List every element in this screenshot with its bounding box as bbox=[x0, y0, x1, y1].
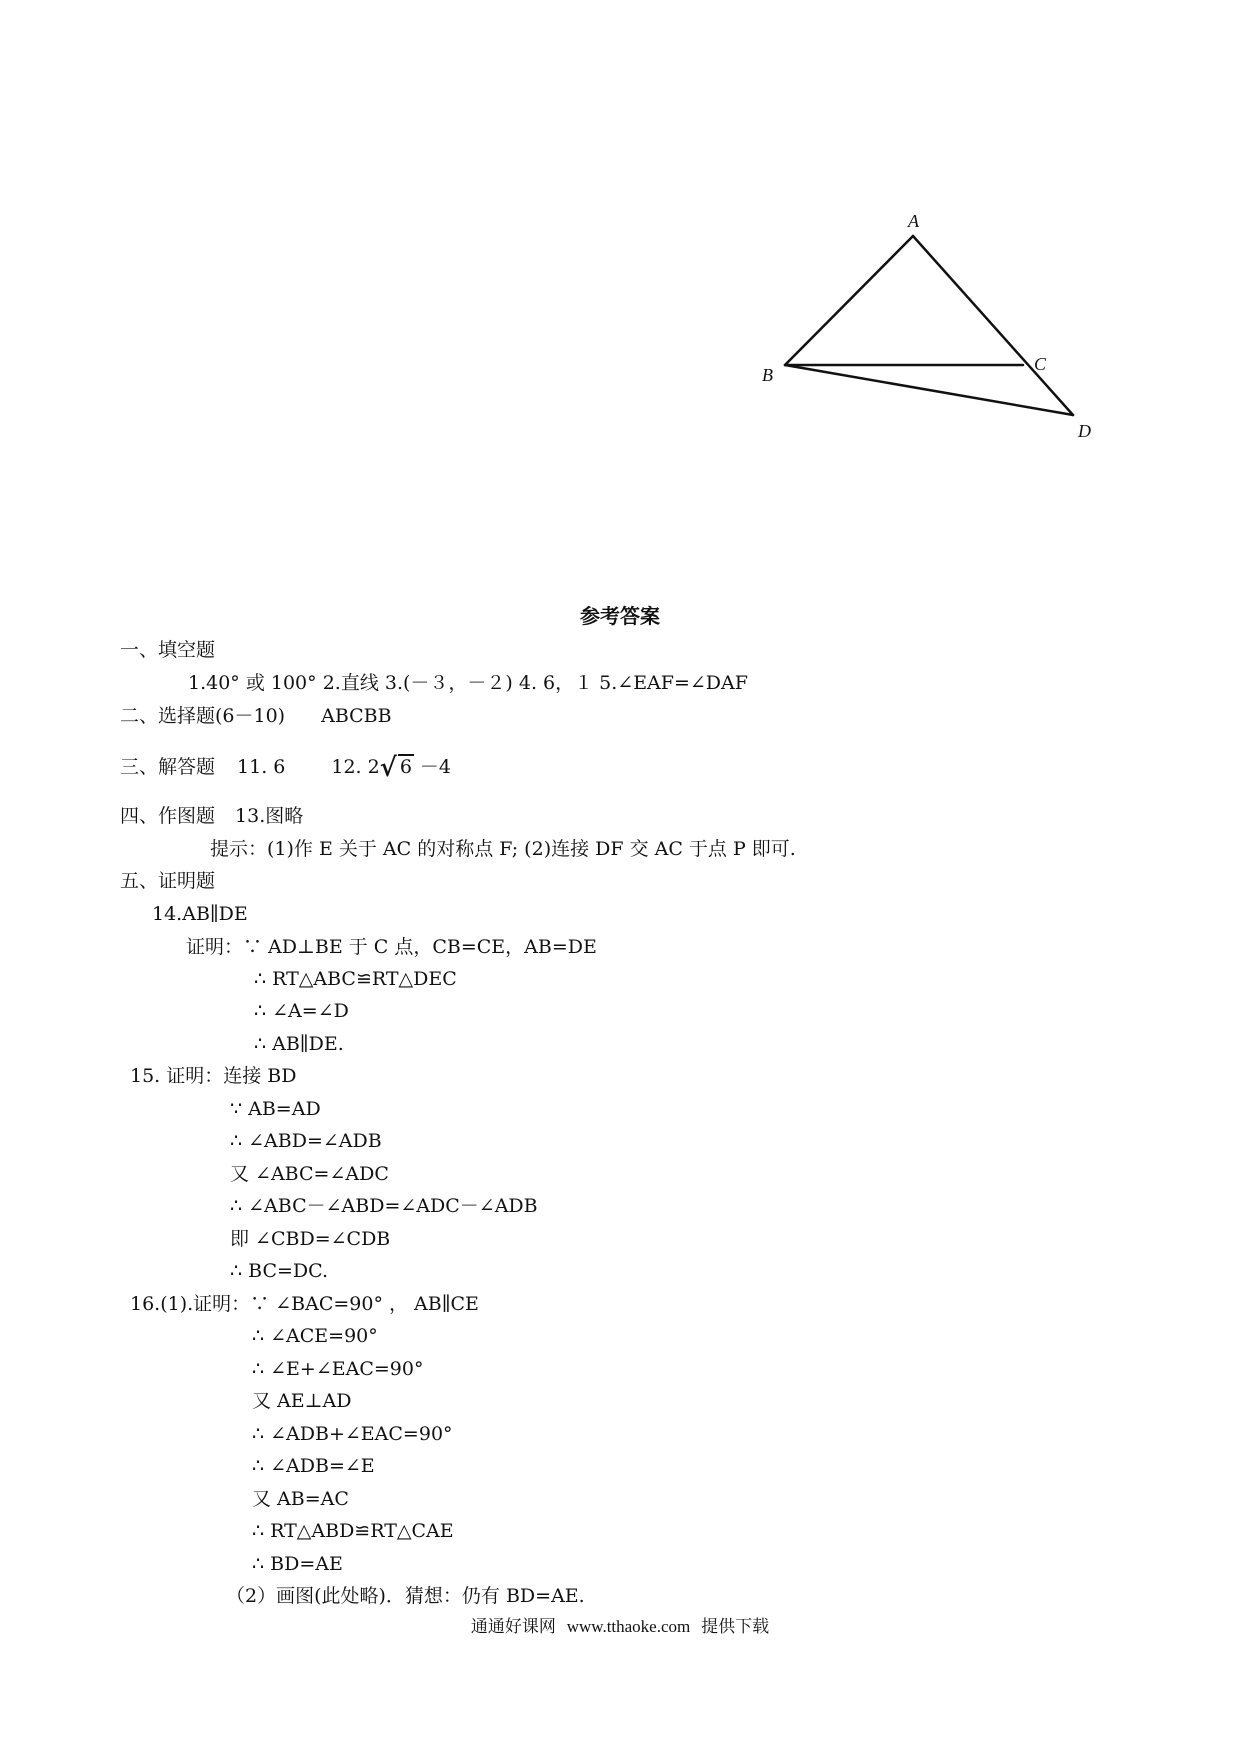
section2-line bbox=[120, 703, 392, 729]
sqrt-sign-icon: √ bbox=[379, 753, 397, 783]
q11-answer: 11. 6 bbox=[237, 756, 286, 778]
q16-line-1: ∴ ∠ACE=90° bbox=[252, 1325, 378, 1347]
section5-heading: 五、证明题 bbox=[120, 870, 216, 892]
q14-line-1: 证明：∵ AD⊥BE 于 C 点，CB=CE，AB=DE bbox=[186, 936, 597, 958]
q15-line-5: 即 ∠CBD=∠CDB bbox=[230, 1228, 391, 1250]
q15-line-3: 又 ∠ABC=∠ADC bbox=[230, 1163, 389, 1185]
q16-line-6: 又 AB=AC bbox=[252, 1488, 349, 1510]
section2-answers: ABCBB bbox=[321, 705, 392, 727]
footer-provide: 提供下载 bbox=[701, 1617, 770, 1637]
segment-bd bbox=[785, 365, 1073, 415]
q16-line-7: ∴ RT△ABD≌RT△CAE bbox=[252, 1520, 454, 1542]
label-a: A bbox=[908, 211, 919, 231]
triangle-diagram bbox=[740, 190, 1120, 460]
q14-line-2: ∴ RT△ABC≌RT△DEC bbox=[254, 968, 457, 990]
q16-part2: （2）画图(此处略)．猜想：仍有 BD=AE. bbox=[226, 1585, 585, 1607]
label-d: D bbox=[1078, 421, 1091, 441]
section4-heading: 四、作图题 bbox=[120, 805, 216, 827]
q16-line-2: ∴ ∠E+∠EAC=90° bbox=[252, 1358, 424, 1380]
q15-line-1: ∵ AB=AD bbox=[230, 1098, 321, 1120]
q16-title: 16.(1).证明：∵ ∠BAC=90° ， AB∥CE bbox=[130, 1293, 479, 1315]
page-footer bbox=[0, 1612, 1240, 1637]
q12-suffix: －4 bbox=[419, 756, 452, 778]
q12-radicand: 6 bbox=[399, 756, 412, 778]
q15-line-4: ∴ ∠ABC－∠ABD=∠ADC－∠ADB bbox=[230, 1195, 538, 1217]
triangle-figure bbox=[740, 190, 1120, 460]
q12-prefix: 12. 2 bbox=[331, 756, 380, 778]
q13-answer: 13.图略 bbox=[235, 805, 304, 827]
q15-title: 15. 证明：连接 BD bbox=[130, 1065, 297, 1087]
label-c: C bbox=[1034, 354, 1047, 374]
section1-heading: 一、填空题 bbox=[120, 639, 216, 661]
section2-heading: 二、选择题(6－10) bbox=[120, 705, 286, 727]
section4-hint: 提示：(1)作 E 关于 AC 的对称点 F; (2)连接 DF 交 AC 于点 P 即可. bbox=[210, 838, 796, 860]
q16-line-4: ∴ ∠ADB+∠EAC=90° bbox=[252, 1423, 453, 1445]
section1-answers: 1.40° 或 100° 2.直线 3.(－３，－２) 4. 6，１ 5.∠EAF=∠DAF bbox=[188, 672, 748, 694]
footer-site: 通通好课网 bbox=[470, 1617, 556, 1637]
q15-line-2: ∴ ∠ABD=∠ADB bbox=[230, 1130, 382, 1152]
q14-line-3: ∴ ∠A=∠D bbox=[254, 1000, 349, 1022]
q12-sqrt bbox=[379, 752, 414, 783]
q15-line-6: ∴ BC=DC. bbox=[230, 1260, 329, 1282]
q14-title: 14.AB∥DE bbox=[152, 903, 248, 925]
label-b: B bbox=[762, 365, 773, 385]
q16-line-5: ∴ ∠ADB=∠E bbox=[252, 1455, 375, 1477]
q16-line-8: ∴ BD=AE bbox=[252, 1553, 343, 1575]
section4-line bbox=[120, 803, 303, 829]
footer-url[interactable]: www.tthaoke.com bbox=[566, 1617, 691, 1636]
section3-heading: 三、解答题 bbox=[120, 756, 216, 778]
section3-line bbox=[120, 752, 452, 783]
q14-line-4: ∴ AB∥DE. bbox=[254, 1033, 344, 1055]
page-title: 参考答案 bbox=[580, 604, 660, 628]
segment-ad bbox=[913, 236, 1073, 415]
segment-ab bbox=[785, 236, 913, 365]
q16-line-3: 又 AE⊥AD bbox=[252, 1390, 352, 1412]
